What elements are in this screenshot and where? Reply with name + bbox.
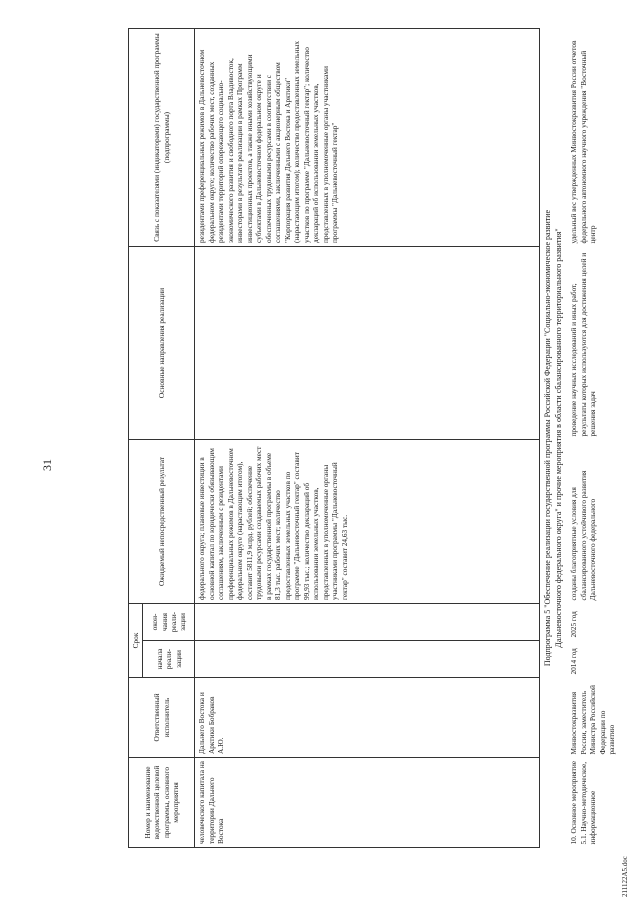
header-executor: Ответственный исполнитель	[129, 678, 195, 758]
row1-end	[195, 604, 540, 641]
row2-end: 2025 год	[569, 611, 579, 638]
row2-indicators: удельный вес утвержденных Минвостокразвития России отчетов федерального автономного научного учреждения "Восточный центр	[569, 40, 598, 244]
row2-result: созданы благоприятные условия для сбалансированного устойчивого развития Дальневосточного федерального	[569, 470, 598, 601]
row2-program-text: Основное мероприятие 5.1. Научно-методическое, информационное	[569, 761, 598, 845]
table-row	[195, 29, 540, 848]
header-indicators-link: Связь с показателями (индикаторами) государственной программы (подпрограммы)	[129, 29, 195, 247]
row1-result: федерального округа; плановые инвестиции в основной капитал по юридически обязывающим соглашениям, заключенным с резидентами преференциальных режимов в Дальневосточном федеральном округе (нарастающим итогом), составит 5811,9 млрд. рублей; обеспечение трудовыми ресурсами создаваемых рабочих мест в рамках государственной программы в объеме 81,3 тыс. рабочих мест; количество предоставленных земельных участков по программе "Дальневосточный гектар" составит 99,93 тыс.; количество деклараций об использовании земельных участков, представленных в уполномоченные органы участниками программы "Дальневосточный гектар" составит 24,63 тыс.	[195, 440, 540, 604]
header-term-start: начала реали-зации	[143, 641, 195, 678]
row1-indicators: резидентами преференциальных режимов в Дальневосточном федеральном округе; количество рабочих мест, созданных резидентами территорий опережающего социально-экономического развития и свободного порта Владивосток, инвесторами в результате реализации в рамках Программ инвестиционных проектов, а также иными хозяйствующими субъектами в Дальневосточном федеральном округе и обеспеченных трудовыми ресурсами в соответствии с соглашениями, заключенными с акционерным обществом "Корпорация развития Дальнего Востока и Арктики" (нарастающим итогом); количество предоставленных земельных участков по программе "Дальневосточный гектар"; количество деклараций об использовании земельных участков, представленных в уполномоченные органы участниками программы "Дальневосточный гектар"	[195, 29, 540, 247]
header-term-end: окон-чания реали-зации	[143, 604, 195, 641]
page-number: 31	[40, 459, 54, 471]
row2-executor: Минвостокразвития России, заместитель Министра Российской Федерации по развитию	[569, 685, 617, 755]
row2-number: 10.	[569, 835, 579, 845]
row2-program	[567, 758, 631, 848]
header-expected-result: Ожидаемый непосредственный результат	[129, 440, 195, 604]
row1-program: человеческого капитала на территории Дальнего Востока	[195, 758, 540, 848]
program-table	[128, 28, 631, 848]
table-row	[567, 29, 631, 848]
row1-executor: Дальнего Востока и Арктики Бобраков А.Ю.	[195, 678, 540, 758]
row2-directions: проведение научных исследований и иных работ, результаты которых используются для достижения целей и решения задач	[569, 252, 598, 437]
footer-file-code: 211122A5.doc	[621, 856, 629, 897]
subprogram-title-line1: Подпрограмма 5 "Обеспечение реализации государственной программы Российской Федерации "Социально-экономическое развитие	[543, 209, 553, 667]
header-program-name: Номер и наименование ведомственной целевой программы, основного мероприятия	[129, 758, 195, 848]
header-term: Срок	[129, 604, 143, 678]
header-directions: Основные направления реализации	[129, 247, 195, 440]
row1-start	[195, 641, 540, 678]
subprogram-heading-row	[540, 29, 567, 848]
row2-start: 2014 год	[569, 648, 579, 675]
row1-directions	[195, 247, 540, 440]
subprogram-title-line2: Дальневосточного федерального округа" и прочие мероприятия в области сбалансированного территориального развития"	[553, 228, 563, 648]
